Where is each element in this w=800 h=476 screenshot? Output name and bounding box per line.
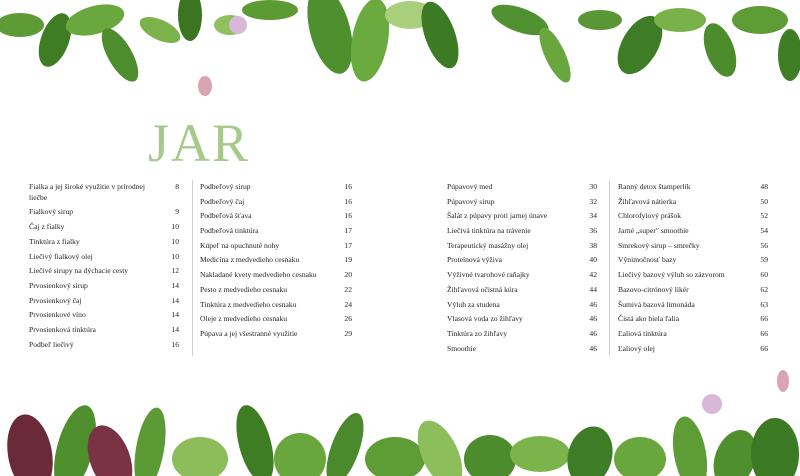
toc-entry[interactable] xyxy=(29,235,179,250)
toc-entry-title: Smrekový sirup – smrečky xyxy=(618,240,700,250)
toc-entry-page: 50 xyxy=(760,196,768,206)
toc-entry[interactable] xyxy=(447,342,597,357)
toc-entry-title: Podbeľový čaj xyxy=(200,196,245,206)
toc-entry[interactable] xyxy=(447,312,597,327)
toc-entry-title: Ľaliová tinktúra xyxy=(618,328,667,338)
toc-entry-page: 16 xyxy=(344,182,352,191)
toc-entry-title: Šalát z púpavy proti jarnej únave xyxy=(447,211,548,221)
toc-entry-title: Tinktúra z medvedieho cesnaku xyxy=(200,299,297,309)
toc-entry[interactable] xyxy=(447,268,597,283)
toc-entry[interactable] xyxy=(29,264,179,279)
toc-entry-title: Kúpeľ na opuchnuté nohy xyxy=(200,240,280,250)
toc-entry-title: Vlasová voda zo žihľavy xyxy=(447,314,523,324)
toc-entry-page: 66 xyxy=(760,328,768,338)
toc-entry-title: Žihľavová očistná kúra xyxy=(447,284,518,294)
toc-entry-page: 42 xyxy=(589,270,597,280)
toc-entry[interactable] xyxy=(200,253,352,268)
toc-entry[interactable] xyxy=(29,308,179,323)
toc-entry-page: 22 xyxy=(344,284,352,294)
toc-entry-page: 46 xyxy=(589,314,597,324)
toc-entry-title: Čistá ako biela ľalia xyxy=(618,314,680,324)
toc-entry-page: 16 xyxy=(344,211,352,221)
toc-entry-title: Šumivá bazová limonáda xyxy=(618,299,695,309)
toc-entry[interactable] xyxy=(618,342,768,357)
toc-entry-page: 10 xyxy=(171,251,179,261)
toc-entry-title: Púpavový med xyxy=(447,182,493,191)
toc-entry-title: Výživné tvarohové raňajky xyxy=(447,270,530,280)
toc-entry[interactable] xyxy=(618,298,768,313)
toc-column-4 xyxy=(618,180,768,356)
toc-entry-title: Pesto z medvedieho cesnaku xyxy=(200,284,288,294)
toc-entry[interactable] xyxy=(447,253,597,268)
toc-entry-title: Bazovo-citrónový likér xyxy=(618,284,689,294)
toc-entry-title: Podbeľ liečivý xyxy=(29,339,74,349)
toc-entry-page: 26 xyxy=(344,314,352,324)
toc-entry-title: Liečivý bazový výluh so zázvorom xyxy=(618,270,725,280)
toc-entry[interactable] xyxy=(200,298,352,313)
toc-entry-page: 66 xyxy=(760,343,768,353)
toc-entry[interactable] xyxy=(618,239,768,254)
toc-entry-page: 14 xyxy=(171,280,179,290)
toc-entry-page: 29 xyxy=(344,328,352,338)
toc-entry-title: Púpava a jej všestranné využitie xyxy=(200,328,298,338)
toc-entry-title: Prvosienkový čaj xyxy=(29,295,82,305)
toc-entry-page: 12 xyxy=(171,266,179,276)
toc-entry-page: 59 xyxy=(760,255,768,265)
herb-border-bottom xyxy=(0,364,800,476)
toc-entry[interactable] xyxy=(447,327,597,342)
toc-entry-page: 14 xyxy=(171,310,179,320)
toc-entry-title: Fialka a jej široké využitie v prírodnej liečbe xyxy=(29,182,145,202)
toc-column-2 xyxy=(200,180,352,342)
toc-entry[interactable] xyxy=(618,268,768,283)
toc-entry[interactable] xyxy=(200,283,352,298)
toc-entry[interactable] xyxy=(29,323,179,338)
toc-entry-page: 10 xyxy=(171,236,179,246)
toc-entry[interactable] xyxy=(618,312,768,327)
toc-entry-page: 16 xyxy=(171,339,179,349)
toc-entry[interactable] xyxy=(200,209,352,224)
toc-entry[interactable] xyxy=(447,180,597,195)
toc-entry-title: Medicína z medvedieho cesnaku xyxy=(200,255,300,265)
toc-entry-title: Ľaliový olej xyxy=(618,343,655,353)
toc-entry[interactable] xyxy=(200,180,352,195)
toc-entry-page: 17 xyxy=(344,226,352,236)
toc-entry-page: 66 xyxy=(760,314,768,324)
toc-entry-page: 60 xyxy=(760,270,768,280)
toc-entry-title: Žihľavová nátierka xyxy=(618,196,677,206)
toc-entry-title: Čaj z fialky xyxy=(29,222,65,232)
toc-entry[interactable] xyxy=(618,253,768,268)
toc-entry[interactable] xyxy=(200,268,352,283)
column-divider xyxy=(609,180,610,356)
toc-entry-title: Výluh za studena xyxy=(447,299,500,309)
toc-entry-page: 30 xyxy=(589,182,597,191)
toc-entry-title: Podbeľová šťava xyxy=(200,211,252,221)
toc-entry[interactable] xyxy=(29,279,179,294)
toc-entry-page: 46 xyxy=(589,328,597,338)
toc-entry[interactable] xyxy=(618,195,768,210)
toc-entry[interactable] xyxy=(29,294,179,309)
toc-entry-title: Chlorofylový prášok xyxy=(618,211,682,221)
toc-entry-page: 63 xyxy=(760,299,768,309)
toc-entry-title: Liečivý fialkový olej xyxy=(29,251,93,261)
toc-entry[interactable] xyxy=(618,327,768,342)
toc-entry-page: 56 xyxy=(760,240,768,250)
toc-entry[interactable] xyxy=(618,180,768,195)
toc-entry-page: 54 xyxy=(760,226,768,236)
toc-entry-page: 9 xyxy=(175,207,179,217)
toc-entry-title: Jarné „super" smoothie xyxy=(618,226,689,236)
toc-entry-page: 44 xyxy=(589,284,597,294)
toc-entry[interactable] xyxy=(447,239,597,254)
toc-entry-page: 20 xyxy=(344,270,352,280)
toc-entry-page: 19 xyxy=(344,255,352,265)
toc-entry[interactable] xyxy=(29,338,179,353)
toc-entry[interactable] xyxy=(447,283,597,298)
toc-entry-title: Nakladané kvety medvedieho cesnaku xyxy=(200,270,317,280)
toc-entry[interactable] xyxy=(200,239,352,254)
toc-entry-title: Prvosienková tinktúra xyxy=(29,324,96,334)
toc-entry[interactable] xyxy=(200,327,352,342)
toc-entry-title: Prvosienkové víno xyxy=(29,310,86,320)
toc-entry-page: 14 xyxy=(171,324,179,334)
toc-entry-title: Oleje z medvedieho cesnaku xyxy=(200,314,288,324)
toc-entry-title: Smoothie xyxy=(447,343,477,353)
toc-entry-page: 48 xyxy=(760,182,768,191)
toc-entry[interactable] xyxy=(447,298,597,313)
toc-entry-page: 14 xyxy=(171,295,179,305)
toc-entry-page: 40 xyxy=(589,255,597,265)
toc-column-3 xyxy=(447,180,597,356)
toc-entry-page: 36 xyxy=(589,226,597,236)
toc-column-1 xyxy=(29,180,179,352)
toc-entry[interactable] xyxy=(618,209,768,224)
toc-entry[interactable] xyxy=(618,224,768,239)
toc-entry-title: Púpavový sirup xyxy=(447,196,495,206)
toc-entry-page: 52 xyxy=(760,211,768,221)
toc-entry-title: Prvosienkový sirup xyxy=(29,280,88,290)
toc-entry-title: Fialkový sirup xyxy=(29,207,74,217)
toc-entry-page: 62 xyxy=(760,284,768,294)
toc-entry-title: Proteínová výživa xyxy=(447,255,503,265)
toc-entry[interactable] xyxy=(447,224,597,239)
toc-entry[interactable] xyxy=(29,250,179,265)
toc-entry-page: 46 xyxy=(589,299,597,309)
toc-entry-page: 24 xyxy=(344,299,352,309)
toc-entry-page: 32 xyxy=(589,196,597,206)
toc-entry-page: 16 xyxy=(344,196,352,206)
toc-entry[interactable] xyxy=(29,180,179,205)
toc-entry-title: Tinktúra zo žihľavy xyxy=(447,328,508,338)
toc-entry-title: Liečivá tinktúra na trávenie xyxy=(447,226,531,236)
section-heading: JAR xyxy=(148,113,251,173)
toc-entry-title: Výnimočnosť bazy xyxy=(618,255,677,265)
toc-entry[interactable] xyxy=(200,312,352,327)
toc-entry[interactable] xyxy=(447,209,597,224)
toc-entry-title: Terapeutický masážny olej xyxy=(447,240,529,250)
toc-entry-title: Podbeľový sirup xyxy=(200,182,251,191)
toc-entry-page: 38 xyxy=(589,240,597,250)
toc-entry-page: 34 xyxy=(589,211,597,221)
toc-entry-page: 17 xyxy=(344,240,352,250)
toc-entry[interactable] xyxy=(29,220,179,235)
toc-entry-title: Tinktúra z fialky xyxy=(29,236,80,246)
toc-entry[interactable] xyxy=(200,195,352,210)
toc-entry[interactable] xyxy=(618,283,768,298)
toc-entry[interactable] xyxy=(29,205,179,220)
toc-entry[interactable] xyxy=(200,224,352,239)
toc-entry-title: Liečivé sirupy na dýchacie cesty xyxy=(29,266,129,276)
toc-entry[interactable] xyxy=(447,195,597,210)
column-divider xyxy=(192,180,193,356)
toc-entry-page: 10 xyxy=(171,222,179,232)
toc-entry-title: Podbeľová tinktúra xyxy=(200,226,259,236)
toc-entry-title: Ranný detox štamperlík xyxy=(618,182,691,191)
toc-entry-page: 8 xyxy=(175,182,179,191)
herb-border-top xyxy=(0,0,800,120)
toc-entry-page: 46 xyxy=(589,343,597,353)
